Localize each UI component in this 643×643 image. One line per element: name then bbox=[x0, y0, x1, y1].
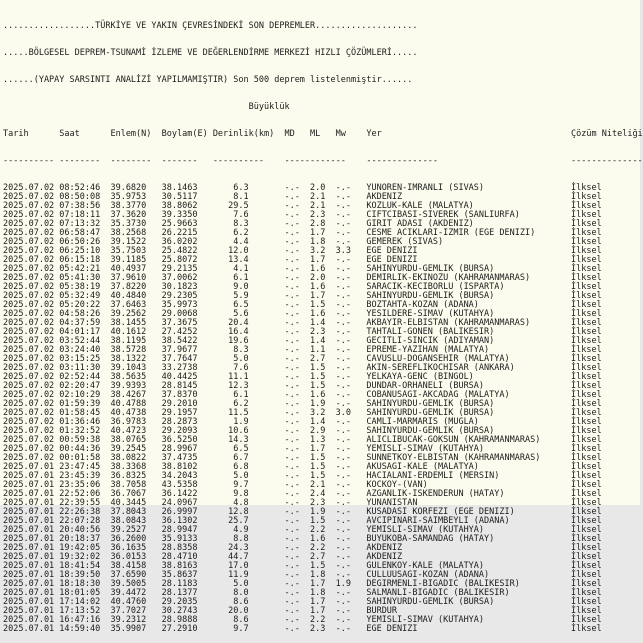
column-header-row: Tarih Saat Enlem(N) Boylam(E) Derinlik(km) MD ML Mw Yer Çözüm Niteliği bbox=[3, 129, 643, 139]
earthquake-row: 2025.07.01 18:39:50 37.6590 35.8637 11.9 -.- 1.8 -.- CULLUUSAGI-KOZAN (ADANA) İlksel bbox=[3, 570, 602, 580]
earthquake-row: 2025.07.01 18:01:05 39.4472 28.1377 8.0 -.- 1.8 -.- SALMANLI-BIGADIC (BALIKESIR) İlksel bbox=[3, 588, 602, 598]
earthquake-row: 2025.07.02 07:18:11 37.3620 39.3350 7.6 -.- 2.3 -.- CIFTCIBASI-SIVEREK (SANLIURFA) İlksel bbox=[3, 210, 602, 220]
earthquake-row: 2025.07.01 22:07:28 38.0843 36.1302 25.7 -.- 1.5 -.- AVCIPINARI-SAIMBEYLI (ADANA) İlksel bbox=[3, 516, 602, 526]
earthquake-row: 2025.07.02 03:52:44 38.1195 38.5422 19.6 -.- 1.4 -.- GECITLI-SINCIK (ADIYAMAN) İlksel bbox=[3, 336, 602, 346]
earthquake-row: 2025.07.01 23:35:06 38.7058 43.5358 9.7 -.- 2.1 -.- KOCKOY-(VAN) İlksel bbox=[3, 480, 602, 490]
earthquake-row: 2025.07.02 06:15:18 39.1185 25.8072 13.4 -.- 1.7 -.- EGE DENIZI İlksel bbox=[3, 255, 602, 265]
earthquake-row: 2025.07.02 05:38:19 37.8220 30.1823 9.0 -.- 1.6 -.- SARACIK-KECIBORLU (ISPARTA) İlksel bbox=[3, 282, 602, 292]
earthquake-row: 2025.07.01 22:26:38 37.8043 26.9997 12.8 -.- 1.9 -.- KUSADASI KORFEZI (EGE DENIZI) İlksel bbox=[3, 507, 602, 517]
earthquake-row: 2025.07.02 03:15:25 38.1322 37.7647 5.0 -.- 2.7 -.- CAVUSLU-DOGANSEHIR (MALATYA) İlksel bbox=[3, 354, 602, 364]
report-title-line-1: ..................TÜRKİYE VE YAKIN ÇEVRESİNDEKİ SON DEPREMLER.................... bbox=[3, 21, 418, 31]
earthquake-row: 2025.07.01 17:14:02 40.4760 29.2035 8.6 -.- 1.7 -.- SAHINYURDU-GEMLIK (BURSA) İlksel bbox=[3, 597, 602, 607]
earthquake-row: 2025.07.01 16:47:16 39.2312 28.9888 8.6 -.- 2.2 -.- YEMISLI-SIMAV (KUTAHYA) İlksel bbox=[3, 615, 602, 625]
report-title-line-2: .....BÖLGESEL DEPREM-TSUNAMİ İZLEME VE DEĞERLENDİRME MERKEZİ HIZLI ÇÖZÜMLERİ..... bbox=[3, 48, 418, 58]
earthquake-row: 2025.07.02 00:59:38 38.0765 36.5250 14.3 -.- 1.3 -.- ALICLIBUCAK-GOKSUN (KAHRAMANMARAS) İlksel bbox=[3, 435, 602, 445]
earthquake-row: 2025.07.02 04:58:26 39.2562 29.0068 5.6 -.- 1.6 -.- YESILDERE-SIMAV (KUTAHYA) İlksel bbox=[3, 309, 602, 319]
earthquake-row: 2025.07.02 05:41:30 37.9610 37.0062 6.1 -.- 2.0 -.- DEMIRLIK-EKINOZU (KAHRAMANMARAS) İlksel bbox=[3, 273, 602, 283]
earthquake-row: 2025.07.01 18:41:54 38.4158 38.8163 17.0 -.- 1.5 -.- GULENKOY-KALE (MALATYA) İlksel bbox=[3, 561, 602, 571]
earthquake-row: 2025.07.02 00:44:36 39.2545 28.9967 6.5 -.- 1.7 -.- YEMISLI-SIMAV (KUTAHYA) İlksel bbox=[3, 444, 602, 454]
earthquake-row: 2025.07.02 01:32:52 40.4723 29.2093 10.6 -.- 2.9 -.- SAHINYURDU-GEMLIK (BURSA) İlksel bbox=[3, 426, 602, 436]
earthquake-row: 2025.07.02 07:13:32 35.3730 25.9663 8.3 -.- 2.8 -.- GIRIT ADASI (AKDENIZ) İlksel bbox=[3, 219, 602, 229]
earthquake-row: 2025.07.02 05:32:49 40.4840 29.2305 5.9 -.- 1.7 -.- SAHINYURDU-GEMLIK (BURSA) İlksel bbox=[3, 291, 602, 301]
earthquake-row: 2025.07.02 02:52:44 38.5635 40.4425 11.1 -.- 1.5 -.- YELKAYA-GENC (BINGOL) İlksel bbox=[3, 372, 602, 382]
earthquake-row: 2025.07.01 22:39:55 40.3445 24.0967 4.8 -.- 2.3 -.- YUNANISTAN İlksel bbox=[3, 498, 602, 508]
earthquake-row: 2025.07.02 02:20:47 39.9393 28.8145 12.3 -.- 1.5 -.- DUNDAR-ORHANELI (BURSA) İlksel bbox=[3, 381, 602, 391]
earthquake-row: 2025.07.01 23:45:39 36.8325 34.2043 5.0 -.- 1.5 -.- HACIALANI-ERDEMLI (MERSIN) İlksel bbox=[3, 471, 602, 481]
earthquake-row: 2025.07.02 01:59:39 40.4788 29.2010 6.2 -.- 1.9 -.- SAHINYURDU-GEMLIK (BURSA) İlksel bbox=[3, 399, 602, 409]
earthquake-row: 2025.07.02 06:50:26 39.1522 36.0202 4.4 -.- 1.8 -.- GEMEREK (SIVAS) İlksel bbox=[3, 237, 602, 247]
earthquake-row: 2025.07.02 06:25:10 35.7503 25.4822 12.0 -.- 3.2 3.3 EGE DENIZI İlksel bbox=[3, 246, 602, 256]
earthquake-row: 2025.07.02 05:42:21 40.4937 29.2135 4.1 -.- 1.6 -.- SAHINYURDU-GEMLIK (BURSA) İlksel bbox=[3, 264, 602, 274]
earthquake-row: 2025.07.02 04:37:59 38.1455 37.3675 20.4 -.- 1.4 -.- AKBAYIR-ELBISTAN (KAHRAMANMARAS) İlksel bbox=[3, 318, 602, 328]
earthquake-row: 2025.07.02 03:11:30 39.1043 33.2738 7.6 -.- 1.5 -.- AKIN-SEREFLIKOCHISAR (ANKARA) İlksel bbox=[3, 363, 602, 373]
earthquake-row: 2025.07.02 03:24:40 38.5728 37.9677 8.3 -.- 1.1 -.- EPREME-YAZIHAN (MALATYA) İlksel bbox=[3, 345, 602, 355]
earthquake-row: 2025.07.01 19:32:02 36.0153 28.4710 44.7 -.- 2.7 -.- AKDENIZ İlksel bbox=[3, 552, 602, 562]
earthquake-row: 2025.07.02 07:38:56 38.3770 38.8062 29.5 -.- 2.1 -.- KOZLUK-KALE (MALATYA) İlksel bbox=[3, 201, 602, 211]
earthquake-row: 2025.07.01 23:47:45 38.3368 38.8102 6.8 -.- 1.5 -.- AKUSAGI-KALE (MALATYA) İlksel bbox=[3, 462, 602, 472]
earthquake-row: 2025.07.01 19:42:05 36.1635 28.8358 24.3 -.- 2.2 -.- AKDENIZ İlksel bbox=[3, 543, 602, 553]
magnitude-group-label-row: Büyüklük bbox=[3, 102, 290, 112]
column-separator-row: ---------- -------- -------- ------- ---------- ------------ -------------- -------------- bbox=[3, 156, 643, 166]
earthquake-row: 2025.07.02 00:01:58 38.0822 37.4735 6.7 -.- 1.5 -.- SUNNETKOY-ELBISTAN (KAHRAMANMARAS) İlksel bbox=[3, 453, 602, 463]
earthquake-row: 2025.07.01 14:59:40 35.9907 27.2910 9.7 -.- 2.3 -.- EGE DENIZI İlksel bbox=[3, 624, 602, 634]
earthquake-row: 2025.07.01 18:18:30 39.5005 28.1183 5.0 -.- 1.7 1.9 DEGIRMENLI-BIGADIC (BALIKESIR) İlksel bbox=[3, 579, 602, 589]
earthquake-row: 2025.07.02 06:58:47 38.2568 26.2215 6.2 -.- 1.7 -.- CESME ACIKLARI-IZMIR (EGE DENIZI) İlksel bbox=[3, 228, 602, 238]
earthquake-row: 2025.07.02 01:36:46 36.9783 28.2873 1.9 -.- 1.4 -.- CAMLI-MARMARIS (MUGLA) İlksel bbox=[3, 417, 602, 427]
earthquake-row: 2025.07.02 02:10:29 38.4267 37.8370 6.1 -.- 1.6 -.- COBANUSAGI-AKCADAG (MALATYA) İlksel bbox=[3, 390, 602, 400]
earthquake-row: 2025.07.02 01:58:45 40.4738 29.1957 11.5 -.- 3.2 3.0 SAHINYURDU-GEMLIK (BURSA) İlksel bbox=[3, 408, 602, 418]
earthquake-row: 2025.07.01 22:52:06 36.7067 36.1422 9.8 -.- 2.4 -.- AZGANLIK-ISKENDERUN (HATAY) İlksel bbox=[3, 489, 602, 499]
earthquake-row: 2025.07.01 20:18:37 36.2600 35.9133 8.8 -.- 1.6 -.- BUYUKOBA-SAMANDAG (HATAY) İlksel bbox=[3, 534, 602, 544]
earthquake-row: 2025.07.02 04:01:17 40.1612 27.4252 16.4 -.- 2.3 -.- TAHTALI-GONEN (BALIKESIR) İlksel bbox=[3, 327, 602, 337]
earthquake-rows bbox=[3, 184, 640, 634]
earthquake-row: 2025.07.01 17:13:52 37.7027 30.2743 20.0 -.- 1.7 -.- BURDUR İlksel bbox=[3, 606, 602, 616]
earthquake-row: 2025.07.02 08:50:08 35.9753 30.5117 8.1 -.- 2.1 -.- AKDENIZ İlksel bbox=[3, 192, 602, 202]
earthquake-row: 2025.07.02 05:20:22 37.6463 35.9973 6.5 -.- 1.5 -.- BOZTAHTA-KOZAN (ADANA) İlksel bbox=[3, 300, 602, 310]
report-title-line-3: ......(YAPAY SARSINTI ANALİZİ YAPILMAMIŞTIR) Son 500 deprem listelenmiştir...... bbox=[3, 75, 413, 85]
earthquake-row: 2025.07.01 20:40:56 39.2527 28.9947 4.9 -.- 2.2 -.- YEMISLI-SIMAV (KUTAHYA) İlksel bbox=[3, 525, 602, 535]
earthquake-row: 2025.07.02 08:52:46 39.6820 38.1463 6.3 -.- 2.0 -.- YUNOREN-IMRANLI (SIVAS) İlksel bbox=[3, 183, 602, 193]
